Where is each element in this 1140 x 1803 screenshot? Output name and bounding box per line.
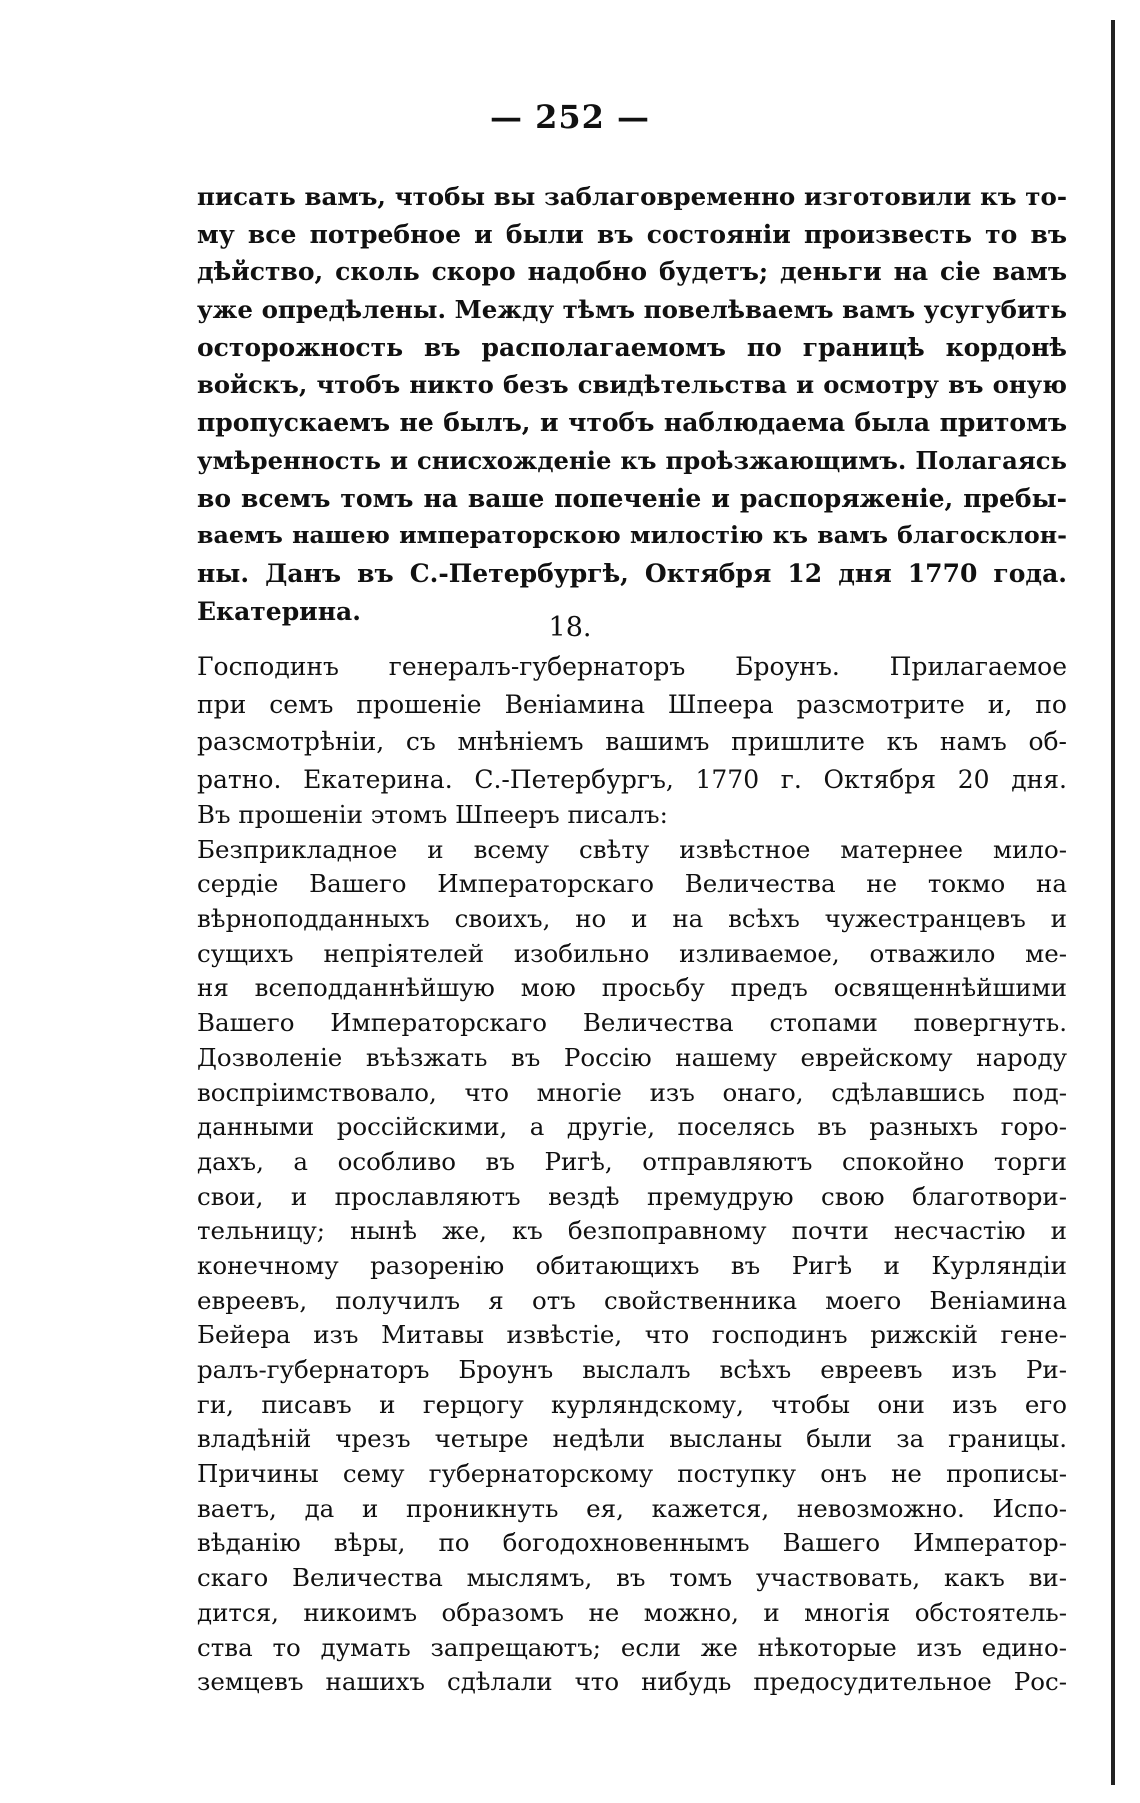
text-line: конечному разоренію обитающихъ въ Ригѣ и Курляндіи bbox=[197, 1250, 1067, 1280]
text-line: при семъ прошеніе Веніамина Шпеера разсмотрите и, по bbox=[197, 689, 1067, 719]
text-line: разсмотрѣніи, съ мнѣніемъ вашимъ пришлите къ намъ об- bbox=[197, 727, 1067, 756]
letter-paragraph bbox=[197, 648, 1067, 798]
text-line: Бейера изъ Митавы извѣстіе, что господинъ рижскій гене- bbox=[197, 1320, 1067, 1350]
text-line: владѣній чрезъ четыре недѣли высланы были за границы. bbox=[197, 1424, 1067, 1454]
text-line: дѣйство, сколь скоро надобно будетъ; деньги на сіе вамъ bbox=[197, 257, 1067, 287]
signature-line: Екатерина. bbox=[197, 596, 361, 626]
text-line: ства то думать запрещаютъ; если же нѣкоторые изъ едино- bbox=[197, 1632, 1067, 1662]
page-edge-rule bbox=[1111, 20, 1115, 1785]
text-line: Господинъ генералъ-губернаторъ Броунъ. Прилагаемое bbox=[197, 652, 1067, 681]
text-line: осторожность въ располагаемомъ по границѣ кордонѣ bbox=[197, 332, 1067, 362]
text-line: му все потребное и были въ состояніи произвесть то въ bbox=[197, 219, 1067, 249]
text-line: уже опредѣлены. Между тѣмъ повелѣваемъ вамъ усугубить bbox=[197, 295, 1067, 325]
text-line: ны. Данъ въ С.-Петербургѣ, Октября 12 дня 1770 года. bbox=[197, 558, 1067, 588]
text-line: скаго Величества мыслямъ, въ томъ участвовать, какъ ви- bbox=[197, 1563, 1067, 1593]
text-line: ги, писавъ и герцогу курляндскому, чтобы они изъ его bbox=[197, 1389, 1067, 1419]
text-line: вѣрноподданныхъ своихъ, но и на всѣхъ чужестранцевъ и bbox=[197, 904, 1067, 934]
text-line: ралъ-губернаторъ Броунъ выслалъ всѣхъ евреевъ изъ Ри- bbox=[197, 1355, 1067, 1384]
text-line: Дозволеніе въѣзжать въ Россію нашему еврейскому народу bbox=[197, 1042, 1067, 1072]
text-line: войскъ, чтобъ никто безъ свидѣтельства и осмотру въ оную bbox=[197, 370, 1067, 400]
text-line: тельницу; нынѣ же, къ безпоправному почти несчастію и bbox=[197, 1216, 1067, 1246]
text-line: Причины сему губернаторскому поступку онъ не прописы- bbox=[197, 1459, 1067, 1489]
text-line: свои, и прославляютъ вездѣ премудрую свою благотвори- bbox=[197, 1181, 1067, 1211]
text-line: сердіе Вашего Императорскаго Величества не токмо на bbox=[197, 869, 1067, 899]
text-line: Въ прошеніи этомъ Шпееръ писалъ: bbox=[197, 800, 668, 829]
petition-paragraph bbox=[197, 798, 1067, 1700]
section-number: 18. bbox=[548, 612, 592, 643]
text-line: пропускаемъ не былъ, и чтобъ наблюдаема была притомъ bbox=[197, 408, 1067, 438]
decree-paragraph bbox=[197, 178, 1067, 630]
text-line: евреевъ, получилъ я отъ свойственника моего Веніамина bbox=[197, 1285, 1067, 1315]
text-line: Вашего Императорскаго Величества стопами повергнуть. bbox=[197, 1008, 1067, 1038]
text-line: дится, никоимъ образомъ не можно, и многія обстоятель- bbox=[197, 1597, 1067, 1627]
text-line: писать вамъ, чтобы вы заблаговременно изготовили къ то- bbox=[197, 182, 1067, 211]
text-line: воспріимствовало, что многіе изъ онаго, сдѣлавшись под- bbox=[197, 1077, 1067, 1107]
text-line: умѣренность и снисхожденіе къ проѣзжающимъ. Полагаясь bbox=[197, 445, 1067, 475]
text-line: во всемъ томъ на ваше попеченіе и распоряженіе, пребы- bbox=[197, 483, 1067, 513]
text-line: сущихъ непріятелей изобильно изливаемое, отважило ме- bbox=[197, 938, 1067, 968]
text-line: данными россійскими, а другіе, поселясь въ разныхъ горо- bbox=[197, 1112, 1067, 1142]
text-line: ваемъ нашею императорскою милостію къ вамъ благосклон- bbox=[197, 521, 1067, 550]
text-line: вѣданію вѣры, по богодохновеннымъ Вашего Император- bbox=[197, 1528, 1067, 1558]
text-line: земцевъ нашихъ сдѣлали что нибудь предосудительное Рос- bbox=[197, 1667, 1067, 1697]
text-line: Безприкладное и всему свѣту извѣстное матернее мило- bbox=[197, 834, 1067, 864]
text-line: ваетъ, да и проникнуть ея, кажется, невозможно. Испо- bbox=[197, 1493, 1067, 1523]
text-line: ратно. Екатерина. С.-Петербургъ, 1770 г. Октября 20 дня. bbox=[197, 764, 1067, 794]
page-number: — 252 — bbox=[489, 98, 651, 136]
text-line: ня всеподданнѣйшую мою просьбу предъ освященнѣйшими bbox=[197, 973, 1067, 1003]
text-line: дахъ, а особливо въ Ригѣ, отправляютъ спокойно торги bbox=[197, 1146, 1067, 1176]
